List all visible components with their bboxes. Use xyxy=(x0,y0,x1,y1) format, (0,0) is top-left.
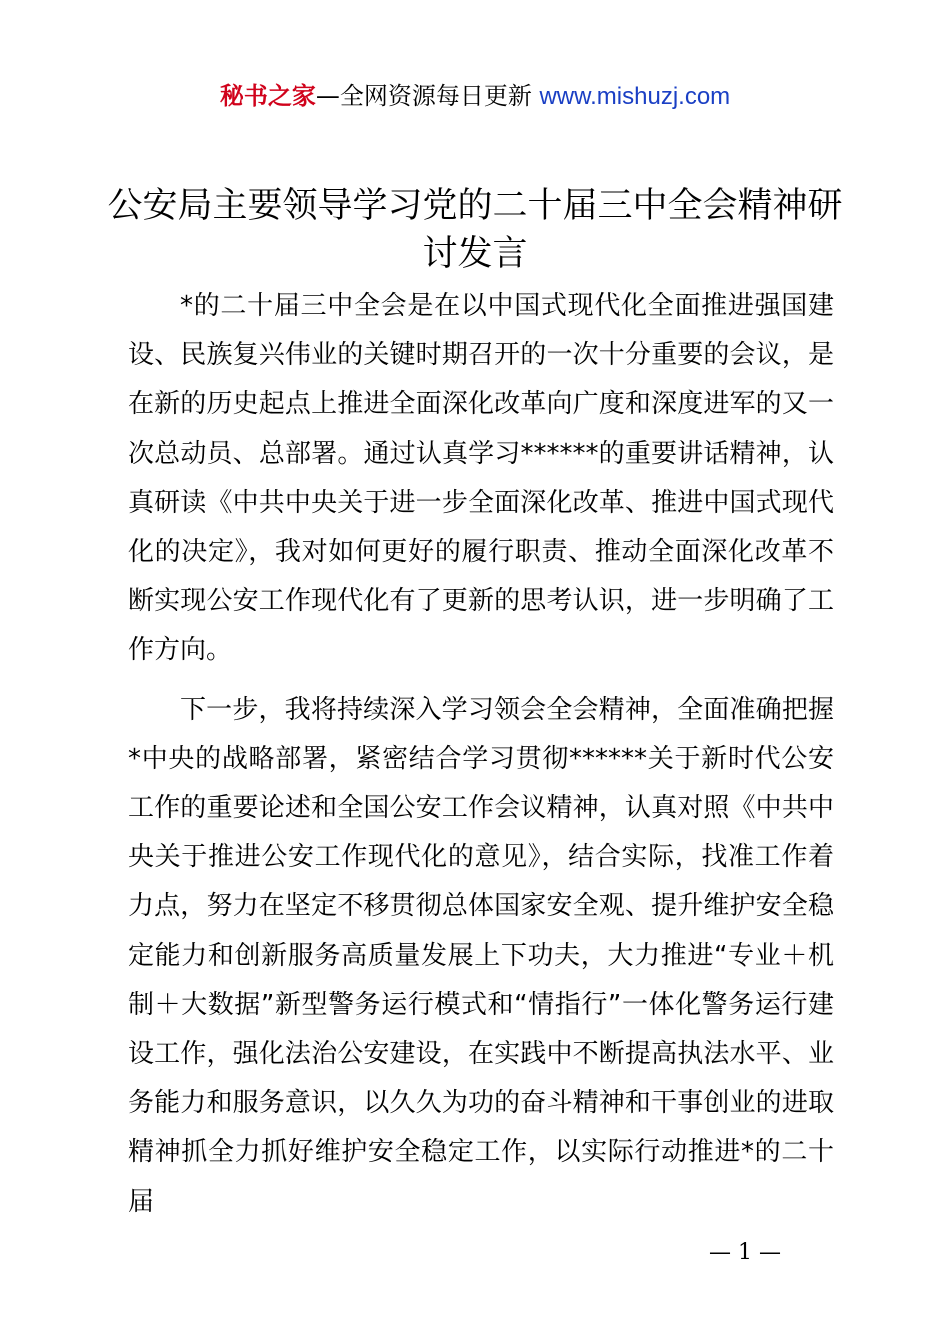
body-paragraph: 下一步，我将持续深入学习领会全会精神，全面准确把握*中央的战略部署，紧密结合学习贯彻******关于新时代公安工作的重要论述和全国公安工作会议精神，认真对照《中共中央关于推进公安工作现代化的意见》，结合实际，找准工作着力点，努力在坚定不移贯彻总体国家安全观、提升维护安全稳定能力和创新服务高质量发展上下功夫，大力推进“专业＋机制＋大数据”新型警务运行模式和“情指行”一体化警务运行建设工作，强化法治公安建设，在实践中不断提高执法水平、业务能力和服务意识，以久久为功的奋斗精神和干事创业的进取精神抓全力抓好维护安全稳定工作，以实际行动推进*的二十届 xyxy=(128,694,834,1217)
brand-name: 秘书之家 xyxy=(219,82,316,110)
page-number: — 1 — xyxy=(709,1240,781,1265)
header-tagline: —全网资源每日更新 xyxy=(315,82,540,110)
document-body xyxy=(128,282,834,1227)
body-paragraph: *的二十届三中全会是在以中国式现代化全面推进强国建设、民族复兴伟业的关键时期召开的一次十分重要的会议，是在新的历史起点上推进全面深化改革向广度和深度进军的又一次总动员、总部署。通过认真学习******的重要讲话精神，认真研读《中共中央关于进一步全面深化改革、推进中国式现代化的决定》，我对如何更好的履行职责、推动全面深化改革不断实现公安工作现代化有了更新的思考认识，进一步明确了工作方向。 xyxy=(128,291,834,666)
site-url-link[interactable]: www.mishuzj.com xyxy=(539,83,731,110)
document-title: 公安局主要领导学习党的二十届三中全会精神研讨发言 xyxy=(107,186,843,274)
site-header xyxy=(0,78,950,115)
